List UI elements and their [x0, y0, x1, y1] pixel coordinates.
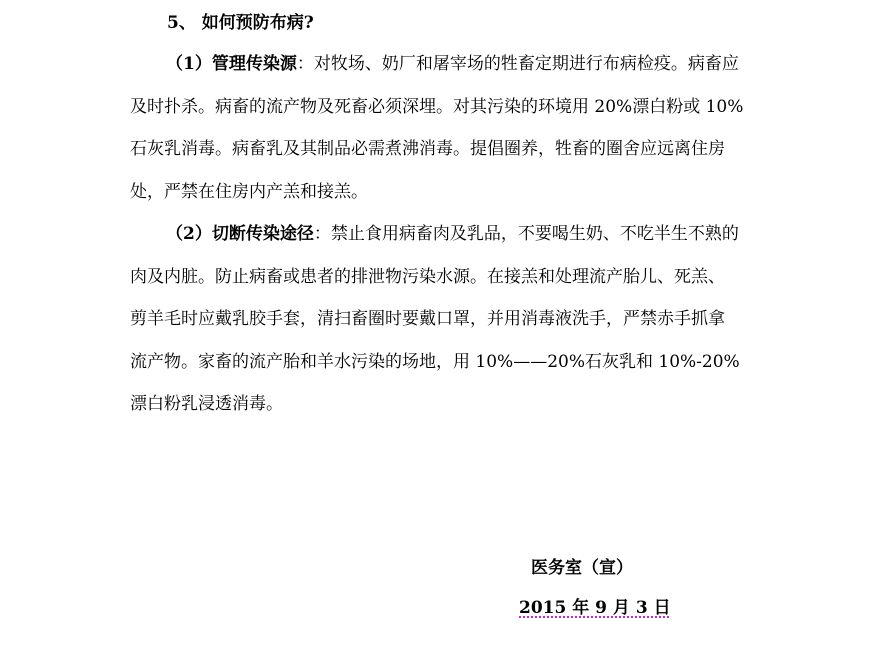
paragraph-line: 及时扑杀。病畜的流产物及死畜必须深埋。对其污染的环境用 20%漂白粉或 10%	[130, 96, 744, 117]
paragraph-line: 剪羊毛时应戴乳胶手套，清扫畜圈时要戴口罩，并用消毒液洗手，严禁赤手抓拿	[130, 309, 725, 329]
paragraph-line: 流产物。家畜的流产胎和羊水污染的场地，用 10%——20%石灰乳和 10%-20%	[130, 351, 740, 372]
paragraph-lead: （2）切断传染途径	[166, 224, 314, 244]
paragraph-line	[130, 213, 770, 256]
paragraph-text: ：禁止食用病畜肉及乳品，不要喝生奶、不吃半生不熟的	[313, 224, 739, 244]
paragraph-line: 处，严禁在住房内产羔和接羔。	[130, 181, 368, 202]
paragraph-lead: （1）管理传染源	[166, 54, 297, 74]
paragraph-manage-infection-source	[130, 43, 770, 213]
paragraph-cut-transmission-route	[130, 213, 770, 426]
document-date: 2015 年 9 月 3 日	[519, 598, 671, 618]
signature: 医务室（宣）	[531, 558, 633, 578]
paragraph-line	[130, 43, 770, 86]
paragraph-line: 肉及内脏。防止病畜或患者的排泄物污染水源。在接羔和处理流产胎儿、死羔、	[130, 266, 725, 287]
paragraph-line: 石灰乳消毒。病畜乳及其制品必需煮沸消毒。提倡圈养，牲畜的圈舍应远离住房	[130, 139, 725, 159]
paragraph-line: 漂白粉乳浸透消毒。	[130, 394, 283, 414]
section-heading: 5、 如何预防布病?	[167, 13, 314, 33]
paragraph-text: ：对牧场、奶厂和屠宰场的牲畜定期进行布病检疫。病畜应	[296, 54, 739, 74]
